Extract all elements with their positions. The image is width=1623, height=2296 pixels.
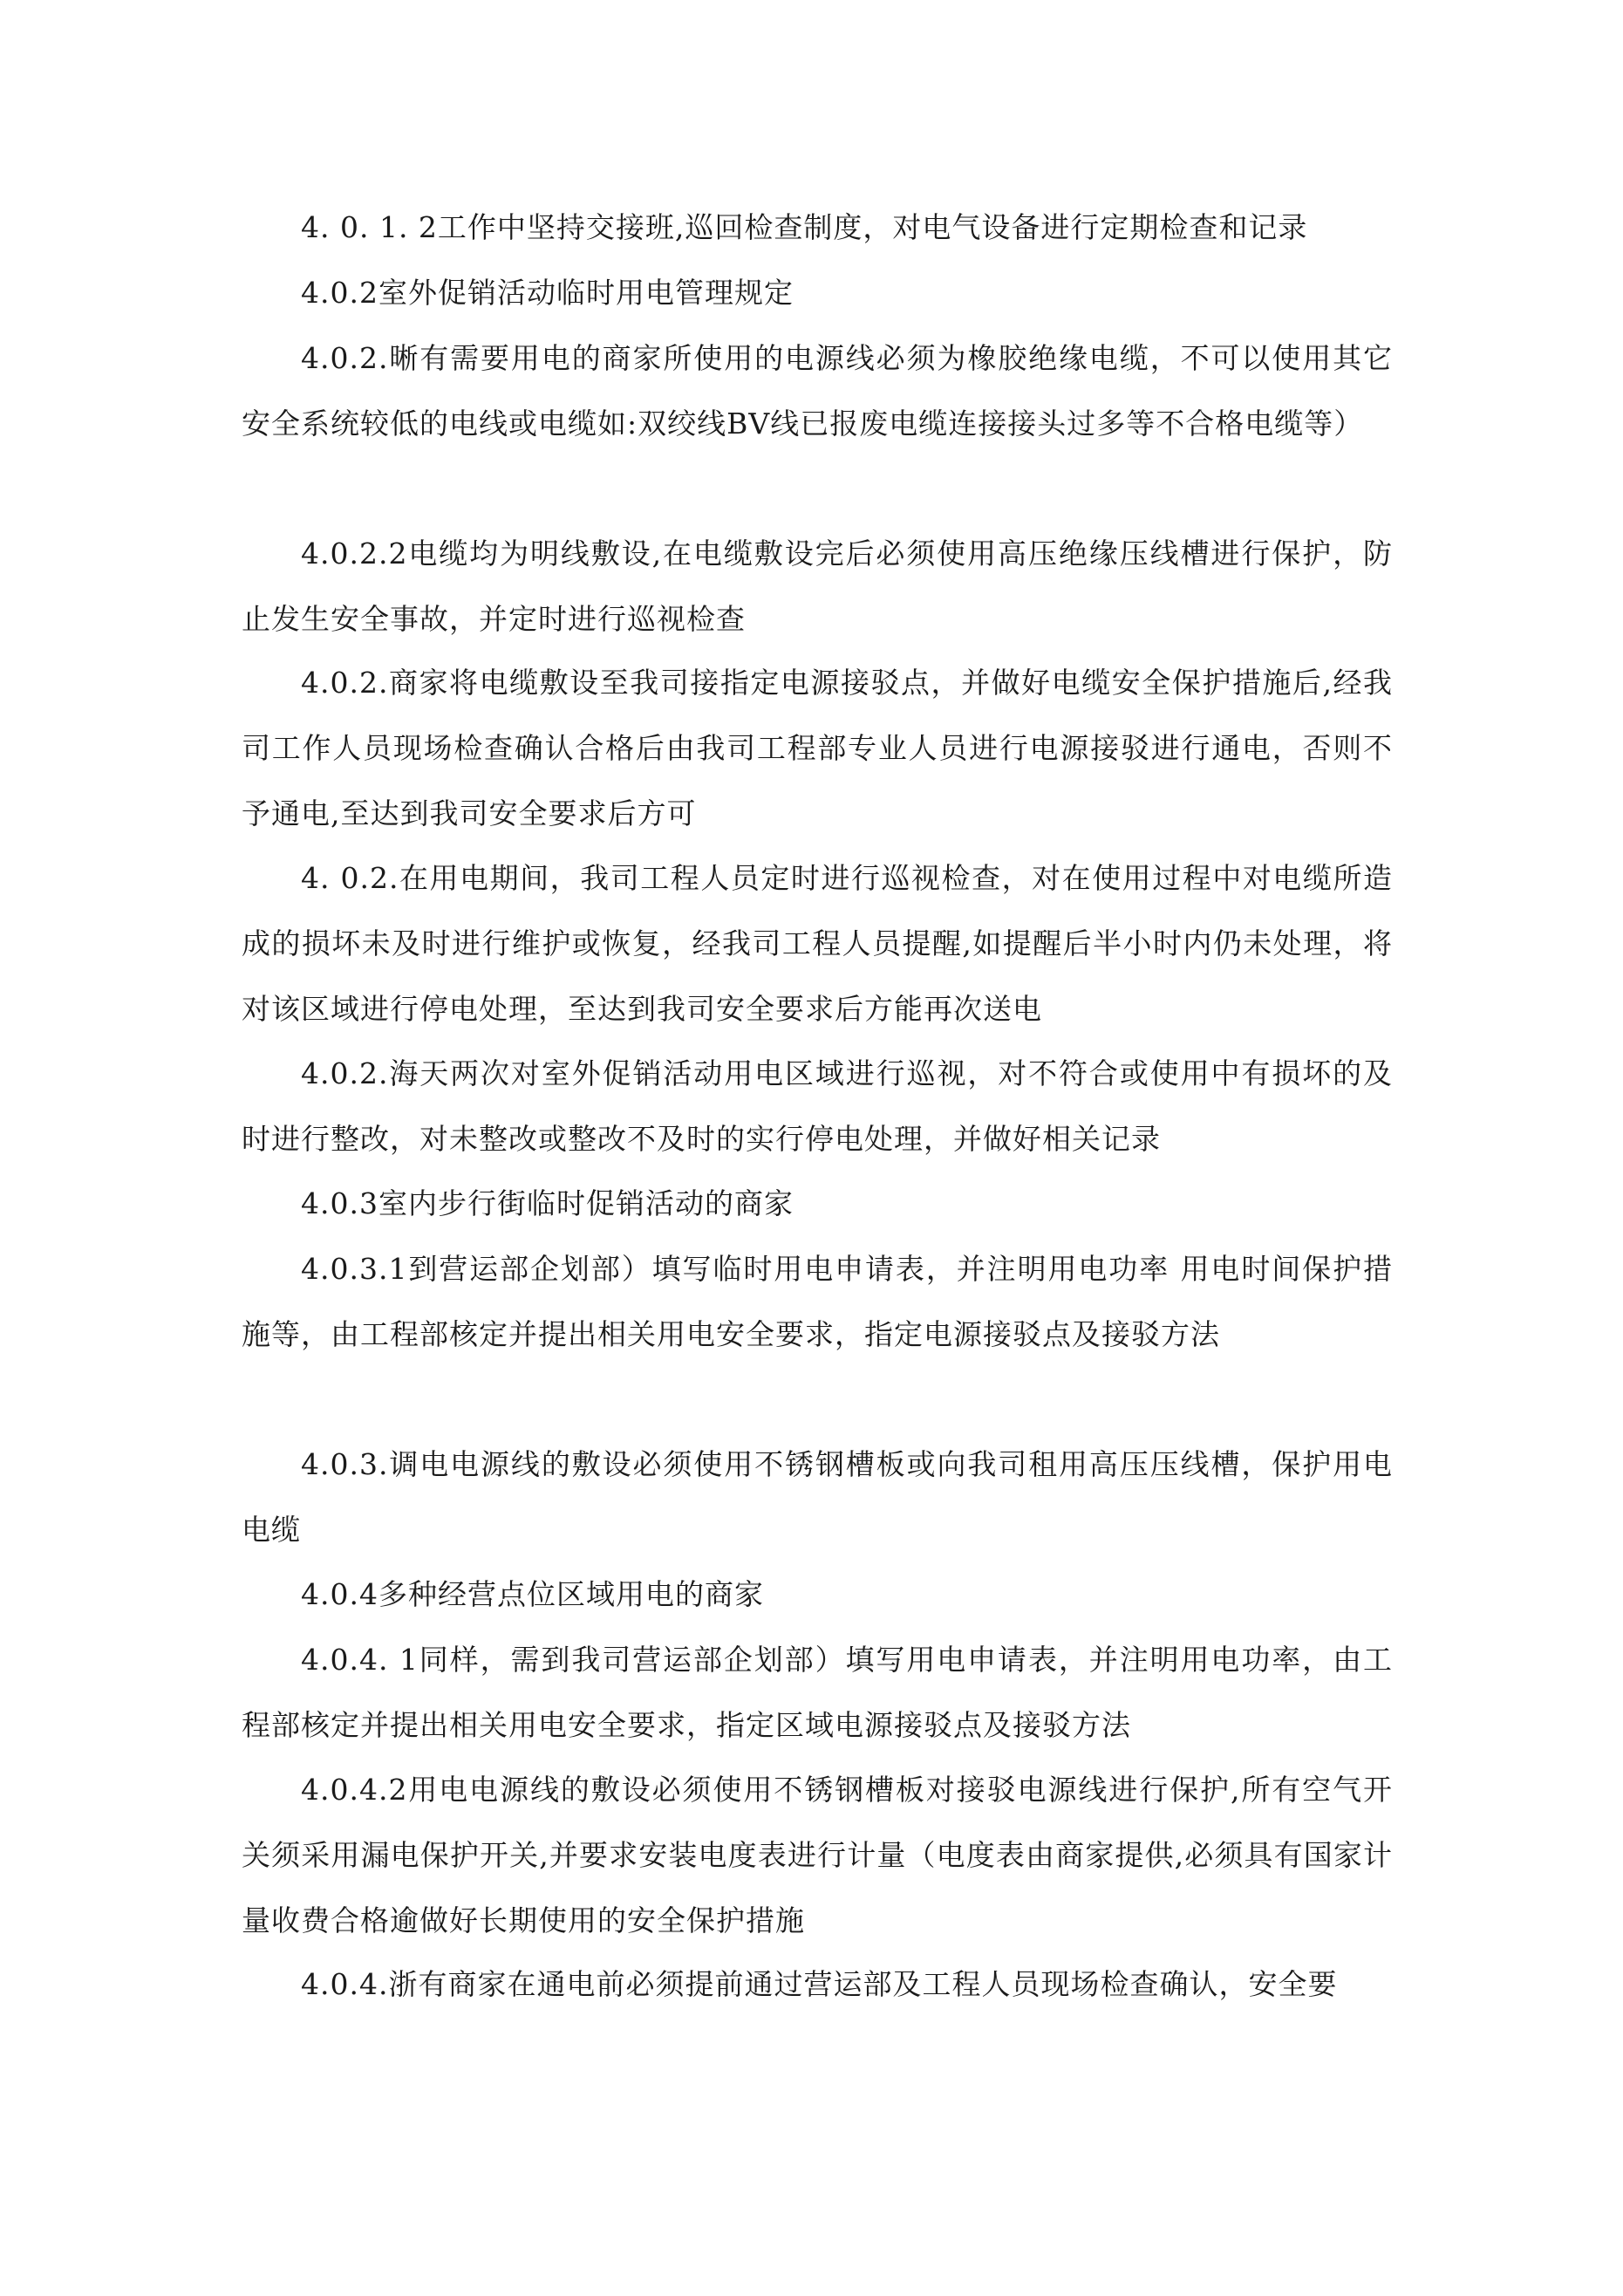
paragraph-4-0-2-4: 4. 0.2.在用电期间，我司工程人员定时进行巡视检查，对在使用过程中对电缆所造成的损坏未及时进行维护或恢复，经我司工程人员提醒,如提醒后半小时内仍未处理，将对该区域进行停电处理，至达到我司安全要求后方能再次送电	[242, 861, 1393, 1026]
paragraph-4-0-4-1: 4.0.4. 1同样，需到我司营运部企划部）填写用电申请表，并注明用电功率，由工程部核定并提出相关用电安全要求，指定区域电源接驳点及接驳方法	[242, 1643, 1393, 1742]
paragraph-4-0-3-1: 4.0.3.1到营运部企划部）填写临时用电申请表，并注明用电功率 用电时间保护措施等，由工程部核定并提出相关用电安全要求，指定电源接驳点及接驳方法	[242, 1252, 1393, 1351]
paragraph-4-0-4-heading: 4.0.4多种经营点位区域用电的商家	[301, 1577, 764, 1611]
paragraph-4-0-2-1: 4.0.2.晰有需要用电的商家所使用的电源线必须为橡胶绝缘电缆，不可以使用其它安全系统较低的电线或电缆如:双绞线BV线已报废电缆连接接头过多等不合格电缆等）	[242, 341, 1393, 441]
paragraph-4-0-3-2: 4.0.3.调电电源线的敷设必须使用不锈钢槽板或向我司租用高压压线槽，保护用电电缆	[242, 1447, 1393, 1547]
paragraph-4-0-1-2: 4. 0. 1. 2工作中坚持交接班,巡回检查制度，对电气设备进行定期检查和记录	[301, 210, 1308, 244]
paragraph-4-0-4-2: 4.0.4.2用电电源线的敷设必须使用不锈钢槽板对接驳电源线进行保护,所有空气开关须采用漏电保护开关,并要求安装电度表进行计量（电度表由商家提供,必须具有国家计量收费合格逾做好长期使用的安全保护措施	[242, 1773, 1393, 1937]
paragraph-4-0-2-3: 4.0.2.商家将电缆敷设至我司接指定电源接驳点，并做好电缆安全保护措施后,经我司工作人员现场检查确认合格后由我司工程部专业人员进行电源接驳进行通电，否则不予通电,至达到我司安全要求后方可	[242, 666, 1393, 830]
paragraph-4-0-3-heading: 4.0.3室内步行街临时促销活动的商家	[301, 1186, 794, 1220]
paragraph-4-0-2-2: 4.0.2.2电缆均为明线敷设,在电缆敷设完后必须使用高压绝缘压线槽进行保护，防止发生安全事故，并定时进行巡视检查	[242, 536, 1393, 636]
paragraph-4-0-2-heading: 4.0.2室外促销活动临时用电管理规定	[301, 276, 794, 310]
paragraph-4-0-4-3: 4.0.4.浙有商家在通电前必须提前通过营运部及工程人员现场检查确认，安全要	[301, 1967, 1338, 2001]
paragraph-4-0-2-5: 4.0.2.海天两次对室外促销活动用电区域进行巡视，对不符合或使用中有损坏的及时进行整改，对未整改或整改不及时的实行停电处理，并做好相关记录	[242, 1056, 1393, 1156]
